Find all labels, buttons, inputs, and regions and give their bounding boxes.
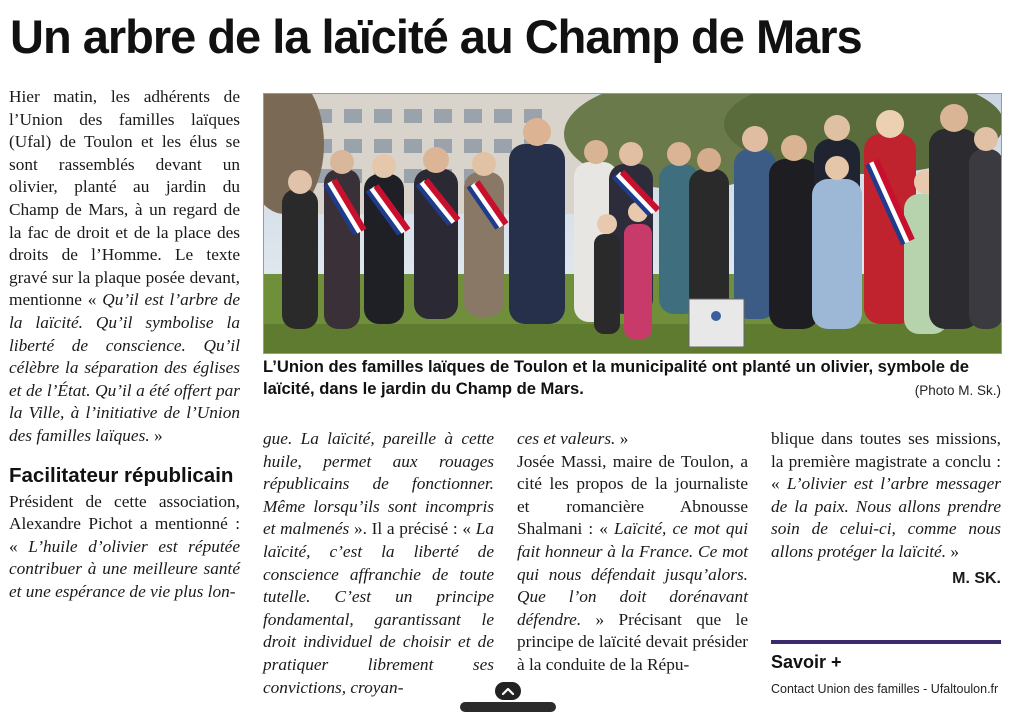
paragraph: gue. La laïcité, pareille à cette huile, permet aux rouages républicains de fonctionner. Même lorsqu’ils sont incompris et malmenés ». Il a précisé : « La laïcité, c’est la liberté de conscience affranchie de toute tutelle. C’est un principe fondamental, garantissant le droit individuel de choisir et de pratiquer librement ses convictions, croyan- xyxy=(263,429,494,697)
article-column-3 xyxy=(517,428,748,677)
article-photo xyxy=(263,93,1002,354)
paragraph: Hier matin, les adhérents de l’Union des familles laïques (Ufal) de Toulon et les élus se sont rassemblés devant un olivier, planté au jardin du Champ de Mars, à un regard de la fac de droit et de la place des droits de l’Homme. Le texte gravé sur la plaque posée devant, mentionne « Qu’il est l’arbre de la laïcité. Qu’il symbolise la liberté de conscience. Qu’il célèbre la séparation des églises et de l’État. Qu’il a été offert par la Ville, à l’initiative de l’Union des familles laïques. » xyxy=(9,87,240,445)
author-signature: M. SK. xyxy=(952,569,1001,587)
photo-caption: L’Union des familles laïques de Toulon et la municipalité ont planté un olivier, symbole de laïcité, dans le jardin du Champ de Mars. xyxy=(263,357,969,398)
divider-rule xyxy=(771,640,1001,644)
savoir-plus-title: Savoir + xyxy=(771,652,842,672)
article-column-1 xyxy=(9,86,240,603)
paragraph: blique dans toutes ses missions, la première magistrate a conclu : « L’olivier est l’arbre messager de la paix. Nous allons prendre soin de celui-ci, comme nous allons protéger la laïcité. » xyxy=(771,429,1001,561)
paragraph: Président de cette association, Alexandre Pichot a mentionné : « L’huile d’olivier est réputée contribuer à une meilleure santé et une espérance de vie plus lon- xyxy=(9,491,240,601)
bottom-toolbar-handle[interactable] xyxy=(460,702,556,712)
photo-credit: (Photo M. Sk.) xyxy=(914,383,1001,398)
savoir-plus-text: Contact Union des familles - Ufaltoulon.fr xyxy=(771,682,999,696)
headline: Un arbre de la laïcité au Champ de Mars xyxy=(10,10,862,63)
paragraph: Josée Massi, maire de Toulon, a cité les propos de la journaliste et romancière Abnousse Shalmani : « Laïcité, ce mot qui fait honneur à la France. Ce mot qui nous défendait jusqu’alors. Que l’on doit dorénavant défendre. » Précisant que le principe de laïcité devait présider à la conduite de la Répu- xyxy=(517,451,748,674)
subheading: Facilitateur républicain xyxy=(9,463,234,487)
article-column-4 xyxy=(771,428,1001,590)
article-column-2 xyxy=(263,428,494,699)
paragraph: ces et valeurs. » xyxy=(517,429,629,448)
scroll-up-button[interactable] xyxy=(495,682,521,700)
chevron-up-icon xyxy=(501,686,515,696)
